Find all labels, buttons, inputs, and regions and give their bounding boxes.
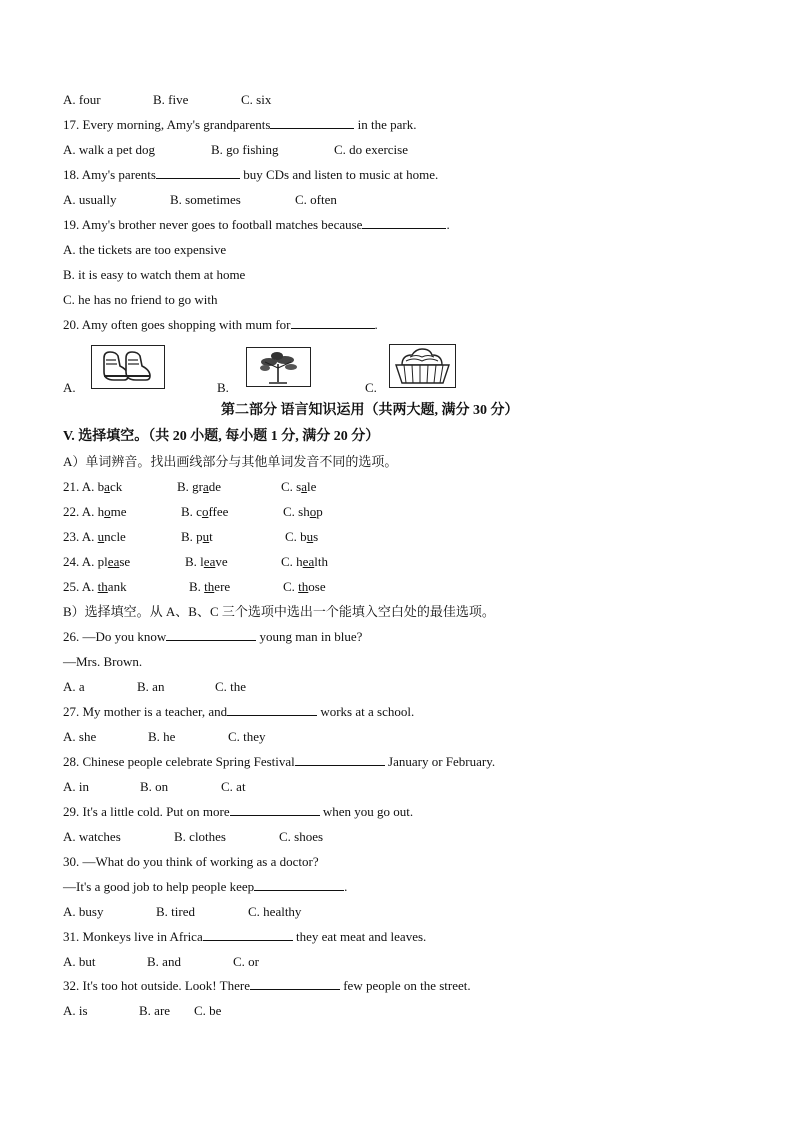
q28-option-b: B. on (140, 779, 169, 794)
q26-option-b: B. an (137, 679, 165, 694)
question-31 (63, 929, 426, 945)
q21-num: 21. A. (63, 479, 98, 494)
q22-b-post: ffee (208, 504, 229, 519)
q29-text-pre: 29. It's a little cold. Put on more (63, 804, 230, 819)
q25-c-pre: C. (283, 579, 299, 594)
q25-c-underlined: th (298, 579, 309, 594)
q23-c-underlined: u (306, 529, 314, 544)
q28-option-c: C. at (221, 779, 246, 794)
q18-text-pre: 18. Amy's parents (63, 167, 156, 182)
question-24 (63, 554, 328, 570)
q30-option-c: C. healthy (248, 904, 302, 919)
q25-c-post: ose (308, 579, 326, 594)
q18-option-b: B. sometimes (170, 192, 241, 207)
q30-blank (254, 879, 344, 891)
q32-option-c: C. be (194, 1003, 222, 1018)
q18-blank (156, 167, 240, 179)
q25-option-b (189, 579, 230, 595)
q26-option-c: C. the (215, 679, 247, 694)
q23-a-underlined: u (97, 529, 105, 544)
q27-option-c: C. they (228, 729, 266, 744)
q18-option-c: C. often (295, 192, 337, 207)
q16-option-b: B. five (153, 92, 189, 107)
q17-option-c: C. do exercise (334, 142, 409, 157)
shoes-picture (91, 345, 165, 389)
q25-num: 25. A. (63, 579, 98, 594)
q17-text-post: in the park. (354, 117, 417, 132)
question-23 (63, 529, 319, 545)
q23-c-pre: C. b (285, 529, 307, 544)
q16-option-c: C. six (241, 92, 272, 107)
q31-text-post: they eat meat and leaves. (292, 929, 427, 944)
q21-option-b (177, 479, 221, 495)
q19-text-post: . (446, 217, 450, 232)
q19-blank (362, 217, 446, 229)
q28-option-a: A. in (63, 779, 89, 794)
q27-option-a: A. she (63, 729, 97, 744)
q21-b-post: de (208, 479, 222, 494)
q30-ans-pre: —It's a good job to help people keep (63, 879, 255, 894)
q29-option-b: B. clothes (174, 829, 226, 844)
q19-option-c: C. he has no friend to go with (63, 292, 218, 307)
q21-option-c (281, 479, 316, 495)
q23-option-b (181, 529, 213, 545)
q28-text-post: January or February. (384, 754, 496, 769)
question-19 (63, 217, 450, 233)
q29-option-c: C. shoes (279, 829, 324, 844)
question-17 (63, 117, 417, 133)
q30-option-b: B. tired (156, 904, 195, 919)
section5-heading: V. 选择填空。（共 20 小题, 每小题 1 分, 满分 20 分） (63, 429, 380, 444)
q21-b-underlined: a (203, 479, 209, 494)
q21-c-pre: C. s (281, 479, 302, 494)
q22-option-c (283, 504, 323, 520)
q31-text-pre: 31. Monkeys live in Africa (63, 929, 203, 944)
q23-num: 23. A. (63, 529, 98, 544)
question-29 (63, 804, 413, 820)
q24-a-underlined: ea (107, 554, 120, 569)
q21-c-underlined: a (301, 479, 308, 494)
q30-ans-post: . (344, 879, 348, 894)
q24-option-b (185, 554, 228, 570)
q22-b-pre: B. c (181, 504, 202, 519)
q25-a-underlined: th (97, 579, 108, 594)
q32-blank (250, 978, 340, 990)
q24-b-pre: B. l (185, 554, 204, 569)
q26-option-a: A. a (63, 679, 85, 694)
q24-a-post: se (119, 554, 131, 569)
q19-text-pre: 19. Amy's brother never goes to football matches because (63, 217, 363, 232)
q20-label-b: B. (217, 380, 229, 395)
q22-a-post: me (110, 504, 127, 519)
q19-option-b: B. it is easy to watch them at home (63, 267, 246, 282)
q19-option-a: A. the tickets are too expensive (63, 242, 227, 257)
q27-option-b: B. he (148, 729, 176, 744)
question-28 (63, 754, 495, 770)
q24-b-post: ve (215, 554, 228, 569)
q24-c-post: lth (314, 554, 328, 569)
q26-text-post: young man in blue? (256, 629, 363, 644)
question-21 (63, 479, 317, 495)
q22-num: 22. A. (63, 504, 98, 519)
q22-b-underlined: o (201, 504, 209, 519)
question-32 (63, 978, 471, 994)
q24-b-underlined: ea (203, 554, 216, 569)
q23-c-post: s (313, 529, 319, 544)
q23-b-underlined: u (202, 529, 210, 544)
q25-b-pre: B. (189, 579, 205, 594)
q25-b-post: ere (214, 579, 231, 594)
q26-blank (166, 629, 256, 641)
cupcake-icon (390, 345, 455, 387)
q22-option-b (181, 504, 228, 520)
question-20 (63, 317, 378, 333)
q32-text-post: few people on the street. (339, 978, 471, 993)
q32-option-b: B. are (139, 1003, 171, 1018)
q20-label-c: C. (365, 380, 377, 395)
q17-blank (270, 117, 354, 129)
question-27 (63, 704, 414, 720)
q29-option-a: A. watches (63, 829, 121, 844)
q18-text-post: buy CDs and listen to music at home. (239, 167, 439, 182)
q27-blank (227, 704, 317, 716)
q32-option-a: A. is (63, 1003, 88, 1018)
q24-c-underlined: ea (302, 554, 315, 569)
q25-option-c (283, 579, 326, 595)
q17-option-b: B. go fishing (211, 142, 279, 157)
q17-option-a: A. walk a pet dog (63, 142, 156, 157)
q23-b-post: t (209, 529, 213, 544)
q31-option-b: B. and (147, 954, 181, 969)
q30-option-a: A. busy (63, 904, 104, 919)
q20-text-post: . (374, 317, 378, 332)
q29-blank (230, 804, 320, 816)
q20-text-pre: 20. Amy often goes shopping with mum for (63, 317, 291, 332)
q23-a-post: ncle (104, 529, 126, 544)
q23-b-pre: B. p (181, 529, 203, 544)
q23-option-c (285, 529, 318, 545)
q21-b-pre: B. gr (177, 479, 203, 494)
q24-option-c (281, 554, 328, 570)
question-26 (63, 629, 362, 645)
q24-c-pre: C. h (281, 554, 303, 569)
q21-a-post: ck (109, 479, 123, 494)
q25-b-underlined: th (204, 579, 215, 594)
q27-text-post: works at a school. (317, 704, 415, 719)
q24-num: 24. A. (63, 554, 98, 569)
cake-picture (389, 344, 456, 388)
q32-text-pre: 32. It's too hot outside. Look! There (63, 978, 250, 993)
section-a-instruction: A）单词辨音。找出画线部分与其他单词发音不同的选项。 (63, 454, 398, 469)
q21-c-post: le (307, 479, 317, 494)
q22-a-underlined: o (104, 504, 111, 519)
q21-a-underlined: a (104, 479, 110, 494)
section-b-instruction: B）选择填空。从 A、B、C 三个选项中选出一个能填入空白处的最佳选项。 (63, 604, 495, 619)
shoes-icon (92, 346, 164, 388)
q25-a-post: ank (107, 579, 127, 594)
q27-text-pre: 27. My mother is a teacher, and (63, 704, 228, 719)
q22-c-post: p (316, 504, 323, 519)
question-22 (63, 504, 323, 520)
q31-option-c: C. or (233, 954, 259, 969)
q28-blank (295, 754, 385, 766)
q18-option-a: A. usually (63, 192, 117, 207)
q16-option-a: A. four (63, 92, 101, 107)
plant-icon (247, 348, 310, 386)
question-25 (63, 579, 326, 595)
q20-blank (291, 317, 375, 329)
q26-text-pre: 26. —Do you know (63, 629, 167, 644)
plant-picture (246, 347, 311, 387)
q22-c-underlined: o (309, 504, 317, 519)
question-30: 30. —What do you think of working as a doctor? (63, 854, 319, 869)
q22-c-pre: C. sh (283, 504, 310, 519)
q31-blank (203, 929, 293, 941)
q28-text-pre: 28. Chinese people celebrate Spring Festival (63, 754, 295, 769)
q17-text-pre: 17. Every morning, Amy's grandparents (63, 117, 271, 132)
q26-answer-line: —Mrs. Brown. (63, 654, 143, 669)
q31-option-a: A. but (63, 954, 96, 969)
part2-heading: 第二部分 语言知识运用（共两大题, 满分 30 分） (221, 403, 519, 418)
question-18 (63, 167, 438, 183)
q30-answer-line (63, 879, 347, 895)
q22-a-pre: h (97, 504, 105, 519)
q20-label-a: A. (63, 380, 76, 395)
q24-a-pre: pl (97, 554, 108, 569)
q21-a-pre: b (97, 479, 105, 494)
q29-text-post: when you go out. (319, 804, 414, 819)
